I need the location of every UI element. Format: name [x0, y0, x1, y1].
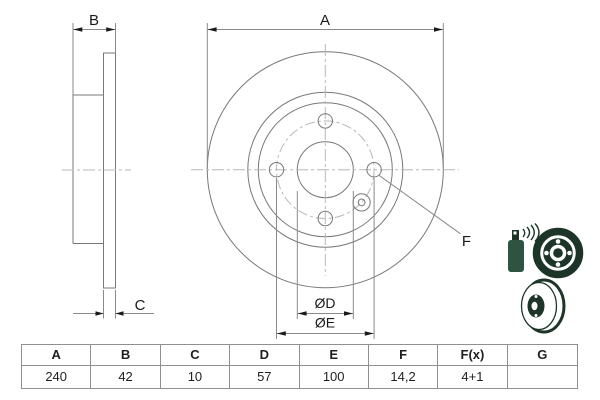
icon-disc-bolt-hole — [567, 251, 572, 256]
dimension-C — [73, 290, 154, 319]
side-view-hat-outline — [73, 95, 104, 244]
arrow-right-icon — [96, 311, 104, 316]
table-header-c: C — [161, 345, 230, 366]
dimension-B-label: B — [88, 12, 100, 29]
table-value-e: 100 — [300, 366, 369, 388]
table-value-fx: 4+1 — [438, 366, 507, 388]
dimension-D-label: ØD — [314, 295, 336, 311]
table-value-d: 57 — [230, 366, 299, 388]
dimension-E-label: ØE — [314, 314, 336, 331]
table-value-g — [508, 366, 577, 388]
arrow-left-icon — [298, 311, 307, 316]
pin-hole-inner — [358, 199, 365, 206]
icon-disc-bolt-hole — [556, 262, 561, 267]
dimension-B-extensions — [73, 23, 116, 95]
dimension-table — [21, 344, 578, 389]
dimension-table-value-row — [22, 366, 577, 388]
dimension-F — [379, 175, 471, 250]
icon-disc-bolt-hole — [544, 251, 549, 256]
table-header-e: E — [300, 345, 369, 366]
icon-disc3q-bore — [532, 302, 538, 310]
icon-disc3q-bolt-hole — [535, 314, 538, 317]
table-header-b: B — [91, 345, 160, 366]
dimension-F-label: F — [461, 233, 472, 250]
arrow-right-icon — [434, 27, 443, 32]
icon-disc-center — [553, 248, 563, 258]
brake-disc-perspective-icon — [522, 280, 565, 332]
arrow-right-icon — [365, 331, 374, 336]
table-value-f: 14,2 — [369, 366, 438, 388]
dimension-C-label: C — [134, 297, 146, 314]
dimension-F-leader — [379, 175, 461, 234]
pin-hole-outer — [353, 194, 370, 211]
arrow-left-icon — [116, 311, 124, 316]
arrow-right-icon — [344, 311, 353, 316]
table-value-a: 240 — [22, 366, 91, 388]
side-view — [62, 53, 131, 288]
icon-disc3q-bolt-hole — [535, 295, 538, 298]
spray-arcs — [523, 224, 539, 242]
spray-can-body — [508, 240, 524, 272]
table-value-b: 42 — [91, 366, 160, 388]
arrow-left-icon — [208, 27, 217, 32]
icon-disc-bolt-hole — [556, 239, 561, 244]
table-header-a: A — [22, 345, 91, 366]
dimension-C-extensions — [104, 290, 116, 319]
dimension-A-label: A — [319, 12, 331, 29]
arrow-left-icon — [73, 27, 82, 32]
table-header-fx: F(x) — [438, 345, 507, 366]
spray-can-nozzle — [514, 232, 517, 235]
arrow-left-icon — [277, 331, 286, 336]
front-view — [191, 44, 459, 288]
dimension-table-header-row — [22, 345, 577, 366]
spray-can-coated-disc-icon — [508, 224, 580, 275]
arrow-right-icon — [106, 27, 115, 32]
table-header-f: F — [369, 345, 438, 366]
table-value-c: 10 — [161, 366, 230, 388]
table-header-g: G — [508, 345, 577, 366]
table-header-d: D — [230, 345, 299, 366]
